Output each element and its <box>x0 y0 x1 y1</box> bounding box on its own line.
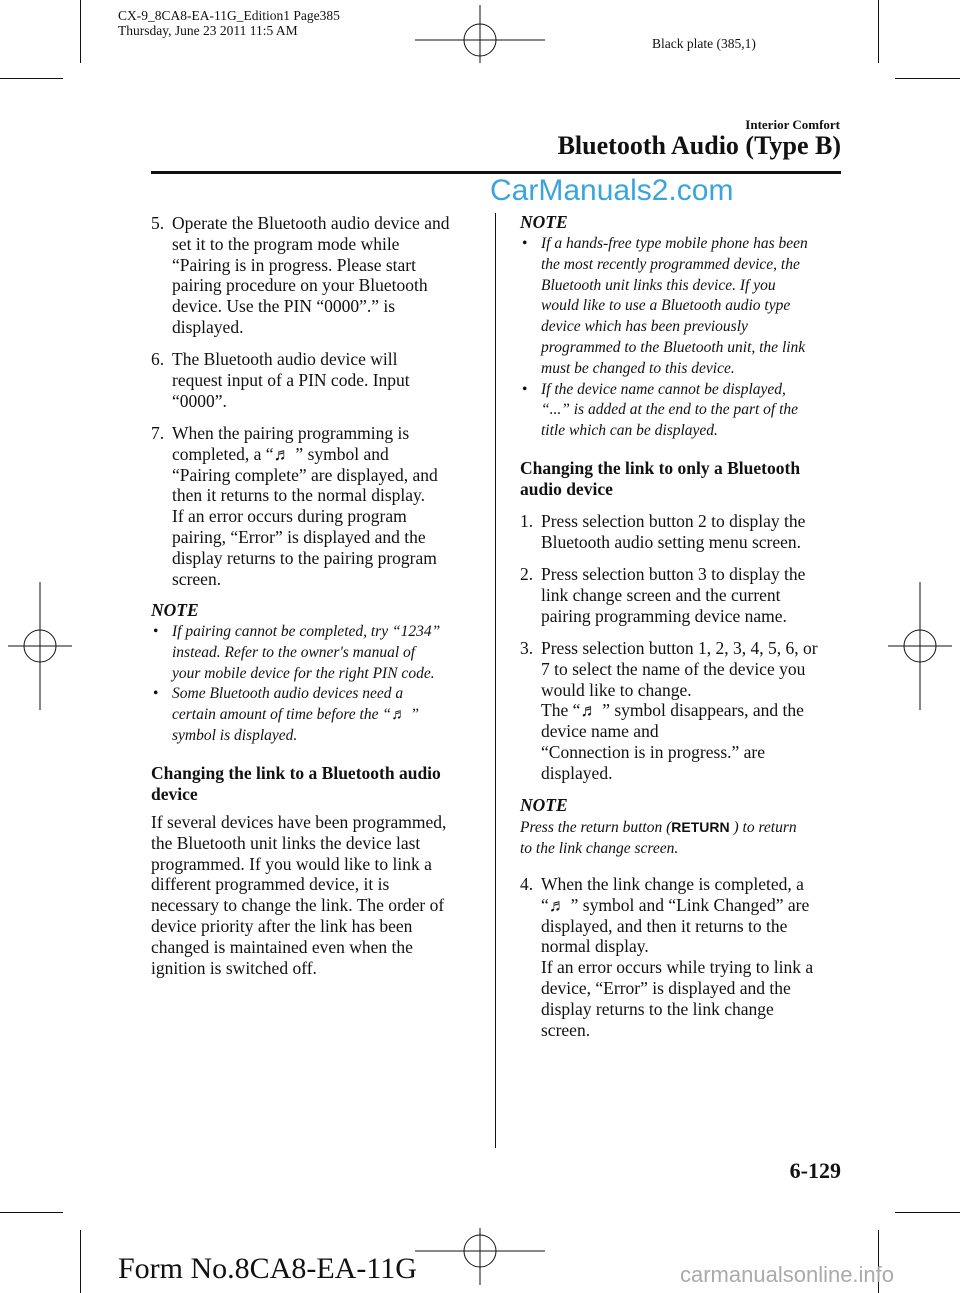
text-lines <box>541 380 808 442</box>
text-line: must be changed to this device. <box>541 359 735 377</box>
form-number: Form No.8CA8-EA-11G <box>118 1252 417 1285</box>
text-line: programmed. If you would like to link a <box>151 853 432 874</box>
text-lines <box>172 622 440 684</box>
text-line: display returns to the pairing program <box>172 547 437 568</box>
text-line: “0000”. <box>172 390 227 411</box>
print-date-line: Thursday, June 23 2011 11:5 AM <box>118 23 298 38</box>
text-lines <box>172 213 449 338</box>
note-bullet: • If the device name cannot be displayed, “...” is added at the end to the part of the title which can be displayed. <box>520 380 808 442</box>
page-title: Bluetooth Audio (Type B) <box>557 131 841 160</box>
text-line: display returns to the link change <box>541 998 774 1019</box>
text-lines <box>151 763 441 805</box>
text-line: certain amount of time before the “♬ ” <box>172 706 419 724</box>
text-line: instead. Refer to the owner's manual of <box>172 643 416 661</box>
text-line: “Connection is in progress.” are <box>541 741 766 762</box>
text-line: different programmed device, it is <box>151 874 390 895</box>
text-line: displayed, and then it returns to the <box>541 915 788 936</box>
text-line: Bluetooth audio setting menu screen. <box>541 531 802 552</box>
text-line: screen. <box>541 1019 591 1040</box>
text-line: ignition is switched off. <box>151 957 317 978</box>
section-label: Interior Comfort <box>745 117 840 132</box>
text-line: link change screen and the current <box>541 584 781 605</box>
text-line: displayed. <box>541 762 613 783</box>
note-list <box>151 622 440 747</box>
step-3 <box>520 638 818 784</box>
text-line: request input of a PIN code. Input <box>172 369 410 390</box>
text-line: your mobile device for the right PIN code. <box>172 664 435 682</box>
text-line: If several devices have been programmed, <box>151 812 447 832</box>
step-6 <box>151 349 410 411</box>
text-line: would like to change. <box>541 679 692 700</box>
step-5 <box>151 213 449 338</box>
text-line: Some Bluetooth audio devices need a <box>172 685 404 703</box>
step-7 <box>151 423 438 589</box>
text-line: the Bluetooth unit links the device last <box>151 832 421 853</box>
print-job-line: CX-9_8CA8-EA-11G_Edition1 Page385 <box>118 8 340 23</box>
text-line: pairing, “Error” is displayed and the <box>172 526 426 547</box>
page-number: 6-129 <box>789 1158 841 1183</box>
text-line: The Bluetooth audio device will <box>172 349 398 369</box>
text-line: Operate the Bluetooth audio device and <box>172 213 450 233</box>
step-number: 2. <box>520 564 534 584</box>
text-lines <box>541 874 813 1040</box>
text-lines <box>172 423 438 589</box>
return-button-symbol: RETURN <box>671 819 730 835</box>
text-line: the most recently programmed device, the <box>541 255 800 273</box>
text-line: When the link change is completed, a <box>541 874 804 894</box>
text-line: If an error occurs while trying to link a <box>541 957 814 978</box>
text-line: If an error occurs during program <box>172 506 407 527</box>
step-4 <box>520 874 813 1040</box>
note-text-pre: Press the return button ( <box>520 819 672 836</box>
text-line: Changing the link to only a Bluetooth <box>520 458 801 478</box>
text-line: The “♬ ” symbol disappears, and the <box>541 700 804 721</box>
step-2 <box>520 564 805 626</box>
text-line: device priority after the link has been <box>151 915 413 936</box>
text-line: necessary to change the link. The order of <box>151 895 445 916</box>
text-line: device name and <box>541 721 659 742</box>
text-line: If a hands-free type mobile phone has been <box>541 235 808 252</box>
text-line: then it returns to the normal display. <box>172 485 426 506</box>
text-line: If pairing cannot be completed, try “1234” <box>172 623 441 640</box>
text-line: completed, a “♬ ” symbol and <box>172 443 389 464</box>
watermark: CarManuals2.com <box>490 174 734 207</box>
note-text-line: to the link change screen. <box>520 839 679 857</box>
text-line: set it to the program mode while <box>172 233 400 254</box>
note-heading: NOTE <box>520 795 568 815</box>
text-line: Bluetooth unit links this device. If you <box>541 276 776 294</box>
text-line: audio device <box>520 478 613 499</box>
step-number: 7. <box>151 423 165 443</box>
text-lines <box>151 812 446 978</box>
plate-label: Black plate (385,1) <box>652 36 756 51</box>
text-line: changed is maintained even when the <box>151 936 413 957</box>
note-heading: NOTE <box>520 212 568 232</box>
note-text-post: ) to return <box>729 819 797 836</box>
text-line: programmed to the Bluetooth unit, the link <box>541 338 806 356</box>
step-1 <box>520 511 805 553</box>
text-lines <box>541 234 808 380</box>
text-line: would like to use a Bluetooth audio type <box>541 297 791 315</box>
text-line: device which has been previously <box>541 318 748 336</box>
step-number: 5. <box>151 213 165 233</box>
text-line: device, “Error” is displayed and the <box>541 977 791 998</box>
step-number: 1. <box>520 511 534 531</box>
note-list <box>520 234 808 442</box>
step-number: 3. <box>520 638 534 658</box>
text-line: When the pairing programming is <box>172 423 410 443</box>
text-line: “Pairing is in progress. Please start <box>172 254 416 275</box>
text-line: normal display. <box>541 936 649 957</box>
paragraph <box>151 812 446 978</box>
section-heading <box>151 763 441 805</box>
text-lines <box>172 349 410 411</box>
text-line: Changing the link to a Bluetooth audio <box>151 763 441 783</box>
text-line: pairing procedure on your Bluetooth <box>172 275 428 296</box>
text-line: “...” is added at the end to the part of the <box>541 401 799 419</box>
text-lines <box>172 684 440 746</box>
note-bullet: • If a hands-free type mobile phone has been the most recently programmed device, the Bluetooth unit links this device. If you would like to use a Bluetooth audio type device which has been previously programmed to the Bluetooth unit, the link must be changed to this device. <box>520 234 808 380</box>
text-line: device <box>151 783 198 804</box>
text-line: pairing programming device name. <box>541 605 787 626</box>
text-line: displayed. <box>172 316 244 337</box>
note-bullet: • Some Bluetooth audio devices need a certain amount of time before the “♬ ” symbol is displayed. <box>151 684 440 746</box>
note-text <box>520 817 797 860</box>
column-divider <box>495 213 496 1148</box>
footer-watermark: carmanualsonline.info <box>680 1262 895 1287</box>
text-line: “♬ ” symbol and “Link Changed” are <box>541 894 810 915</box>
text-line: “Pairing complete” are displayed, and <box>172 464 438 485</box>
text-lines <box>520 458 800 500</box>
text-lines <box>541 511 805 553</box>
text-line: device. Use the PIN “0000”.” is <box>172 296 396 317</box>
note-bullet: • If pairing cannot be completed, try “1234” instead. Refer to the owner's manual of your mobile device for the right PIN code. <box>151 622 440 684</box>
text-line: Press selection button 3 to display the <box>541 564 806 584</box>
text-line: 7 to select the name of the device you <box>541 658 806 679</box>
section-heading <box>520 458 800 500</box>
text-line: screen. <box>172 568 222 589</box>
text-lines <box>541 564 805 626</box>
note-heading: NOTE <box>151 600 199 620</box>
step-number: 4. <box>520 874 534 894</box>
text-lines <box>541 638 818 784</box>
text-line: If the device name cannot be displayed, <box>541 380 786 398</box>
text-line: Press selection button 1, 2, 3, 4, 5, 6, or <box>541 638 818 658</box>
text-line: Press selection button 2 to display the <box>541 511 806 531</box>
step-number: 6. <box>151 349 165 369</box>
text-line: title which can be displayed. <box>541 422 718 440</box>
text-line: symbol is displayed. <box>172 726 298 744</box>
